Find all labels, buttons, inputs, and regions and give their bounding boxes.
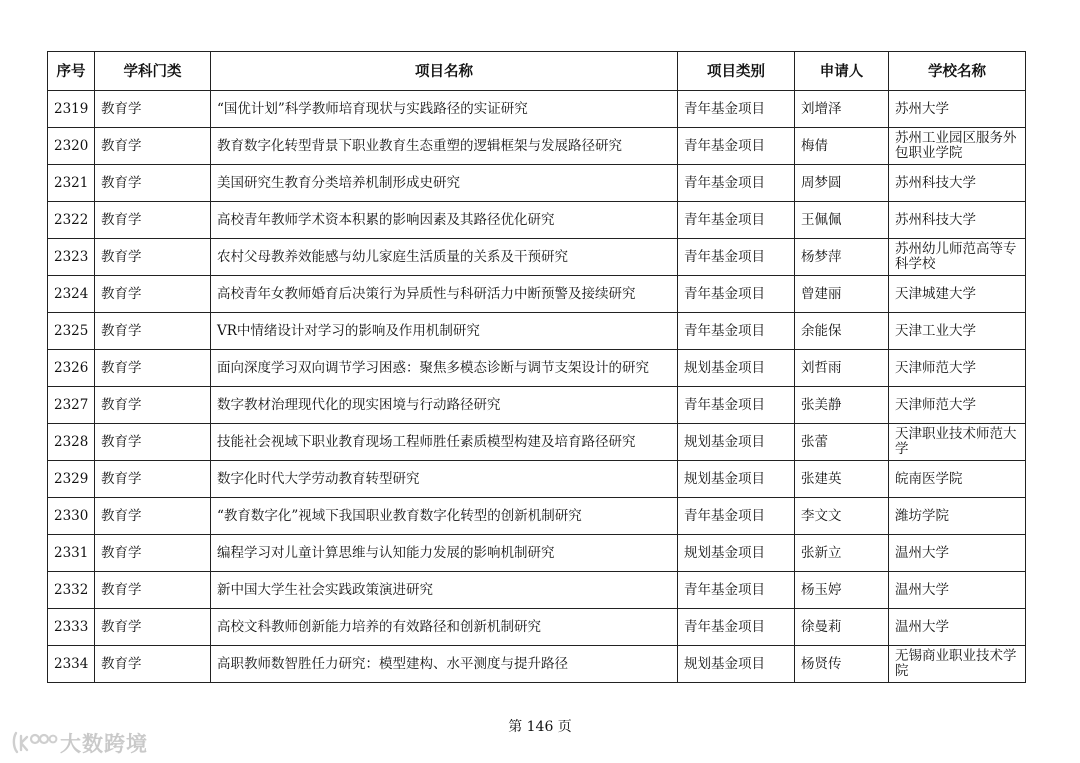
- header-project-name: 项目名称: [211, 52, 678, 91]
- cell-applicant: 刘增泽: [795, 91, 889, 128]
- cell-applicant: 王佩佩: [795, 202, 889, 239]
- project-table: [47, 51, 1026, 683]
- cell-project-type: 青年基金项目: [678, 202, 795, 239]
- cell-discipline: 教育学: [95, 535, 211, 572]
- cell-seq: 2328: [48, 424, 95, 461]
- cell-project-type: 青年基金项目: [678, 239, 795, 276]
- cell-project-name: 教育数字化转型背景下职业教育生态重塑的逻辑框架与发展路径研究: [211, 128, 678, 165]
- table-row: [48, 609, 1026, 646]
- header-seq: 序号: [48, 52, 95, 91]
- cell-discipline: 教育学: [95, 128, 211, 165]
- cell-applicant: 余能保: [795, 313, 889, 350]
- cell-project-name: VR中情绪设计对学习的影响及作用机制研究: [211, 313, 678, 350]
- cell-school: 无锡商业职业技术学院: [889, 646, 1026, 683]
- cell-school: 温州大学: [889, 609, 1026, 646]
- table-row: [48, 239, 1026, 276]
- cell-applicant: 杨贤传: [795, 646, 889, 683]
- cell-discipline: 教育学: [95, 239, 211, 276]
- cell-project-type: 青年基金项目: [678, 128, 795, 165]
- cell-discipline: 教育学: [95, 498, 211, 535]
- cell-project-name: 农村父母教养效能感与幼儿家庭生活质量的关系及干预研究: [211, 239, 678, 276]
- table-row: [48, 461, 1026, 498]
- cell-project-type: 规划基金项目: [678, 646, 795, 683]
- cell-school: 天津职业技术师范大学: [889, 424, 1026, 461]
- cell-applicant: 杨梦萍: [795, 239, 889, 276]
- cell-school: 温州大学: [889, 535, 1026, 572]
- cell-discipline: 教育学: [95, 165, 211, 202]
- cell-seq: 2325: [48, 313, 95, 350]
- table-row: [48, 498, 1026, 535]
- page-number: 第 146 页: [508, 719, 572, 735]
- cell-project-type: 规划基金项目: [678, 424, 795, 461]
- cell-seq: 2323: [48, 239, 95, 276]
- cell-applicant: 刘哲雨: [795, 350, 889, 387]
- cell-school: 苏州科技大学: [889, 202, 1026, 239]
- cell-school: 天津城建大学: [889, 276, 1026, 313]
- table-row: [48, 350, 1026, 387]
- cell-project-name: 编程学习对儿童计算思维与认知能力发展的影响机制研究: [211, 535, 678, 572]
- cell-discipline: 教育学: [95, 313, 211, 350]
- header-applicant: 申请人: [795, 52, 889, 91]
- cell-project-name: 技能社会视域下职业教育现场工程师胜任素质模型构建及培育路径研究: [211, 424, 678, 461]
- cell-project-type: 青年基金项目: [678, 276, 795, 313]
- cell-project-name: “国优计划”科学教师培育现状与实践路径的实证研究: [211, 91, 678, 128]
- cell-discipline: 教育学: [95, 609, 211, 646]
- cell-applicant: 李文文: [795, 498, 889, 535]
- cell-project-name: 高职教师数智胜任力研究：模型建构、水平测度与提升路径: [211, 646, 678, 683]
- cell-school: 苏州工业园区服务外包职业学院: [889, 128, 1026, 165]
- cell-project-type: 青年基金项目: [678, 313, 795, 350]
- table-body: [48, 91, 1026, 683]
- cell-project-type: 青年基金项目: [678, 91, 795, 128]
- cell-discipline: 教育学: [95, 202, 211, 239]
- cell-project-name: 高校青年女教师婚育后决策行为异质性与科研活力中断预警及接续研究: [211, 276, 678, 313]
- table-row: [48, 313, 1026, 350]
- cell-seq: 2333: [48, 609, 95, 646]
- cell-seq: 2324: [48, 276, 95, 313]
- cell-project-type: 青年基金项目: [678, 387, 795, 424]
- cell-applicant: 徐曼莉: [795, 609, 889, 646]
- header-school: 学校名称: [889, 52, 1026, 91]
- table-row: [48, 128, 1026, 165]
- table-row: [48, 646, 1026, 683]
- cell-school: 天津师范大学: [889, 350, 1026, 387]
- cell-seq: 2321: [48, 165, 95, 202]
- cell-discipline: 教育学: [95, 350, 211, 387]
- cell-project-name: 面向深度学习双向调节学习困惑：聚焦多模态诊断与调节支架设计的研究: [211, 350, 678, 387]
- cell-applicant: 梅倩: [795, 128, 889, 165]
- cell-project-name: 高校文科教师创新能力培养的有效路径和创新机制研究: [211, 609, 678, 646]
- cell-discipline: 教育学: [95, 91, 211, 128]
- cell-seq: 2329: [48, 461, 95, 498]
- cell-school: 天津工业大学: [889, 313, 1026, 350]
- cell-school: 天津师范大学: [889, 387, 1026, 424]
- cell-school: 皖南医学院: [889, 461, 1026, 498]
- cell-project-name: 新中国大学生社会实践政策演进研究: [211, 572, 678, 609]
- cell-seq: 2332: [48, 572, 95, 609]
- cell-project-type: 青年基金项目: [678, 165, 795, 202]
- cell-school: 潍坊学院: [889, 498, 1026, 535]
- cell-seq: 2327: [48, 387, 95, 424]
- watermark: [10, 728, 148, 758]
- cell-discipline: 教育学: [95, 461, 211, 498]
- cell-seq: 2331: [48, 535, 95, 572]
- table-row: [48, 572, 1026, 609]
- cell-project-name: 高校青年教师学术资本积累的影响因素及其路径优化研究: [211, 202, 678, 239]
- cell-school: 苏州科技大学: [889, 165, 1026, 202]
- cell-school: 苏州幼儿师范高等专科学校: [889, 239, 1026, 276]
- cell-applicant: 张新立: [795, 535, 889, 572]
- cell-project-name: 数字化时代大学劳动教育转型研究: [211, 461, 678, 498]
- cell-school: 温州大学: [889, 572, 1026, 609]
- cell-project-name: “教育数字化”视域下我国职业教育数字化转型的创新机制研究: [211, 498, 678, 535]
- header-discipline: 学科门类: [95, 52, 211, 91]
- cell-project-type: 青年基金项目: [678, 572, 795, 609]
- cell-applicant: 曾建丽: [795, 276, 889, 313]
- cell-seq: 2326: [48, 350, 95, 387]
- table-row: [48, 91, 1026, 128]
- table-row: [48, 424, 1026, 461]
- cell-discipline: 教育学: [95, 646, 211, 683]
- cell-project-type: 规划基金项目: [678, 350, 795, 387]
- table-row: [48, 387, 1026, 424]
- cell-project-name: 数字教材治理现代化的现实困境与行动路径研究: [211, 387, 678, 424]
- cell-applicant: 张建英: [795, 461, 889, 498]
- cell-seq: 2322: [48, 202, 95, 239]
- cell-seq: 2319: [48, 91, 95, 128]
- cell-seq: 2330: [48, 498, 95, 535]
- cell-applicant: 周梦圆: [795, 165, 889, 202]
- table-row: [48, 535, 1026, 572]
- table-row: [48, 202, 1026, 239]
- cell-applicant: 杨玉婷: [795, 572, 889, 609]
- header-project-type: 项目类别: [678, 52, 795, 91]
- watermark-text: 大数跨境: [60, 732, 148, 756]
- cell-applicant: 张蕾: [795, 424, 889, 461]
- cell-discipline: 教育学: [95, 387, 211, 424]
- table-row: [48, 165, 1026, 202]
- cell-discipline: 教育学: [95, 276, 211, 313]
- brand-logo-icon: [10, 729, 58, 757]
- cell-discipline: 教育学: [95, 424, 211, 461]
- cell-project-name: 美国研究生教育分类培养机制形成史研究: [211, 165, 678, 202]
- cell-project-type: 青年基金项目: [678, 498, 795, 535]
- cell-discipline: 教育学: [95, 572, 211, 609]
- cell-project-type: 规划基金项目: [678, 461, 795, 498]
- cell-project-type: 青年基金项目: [678, 609, 795, 646]
- cell-school: 苏州大学: [889, 91, 1026, 128]
- cell-seq: 2320: [48, 128, 95, 165]
- table-row: [48, 276, 1026, 313]
- cell-project-type: 规划基金项目: [678, 535, 795, 572]
- table-header-row: [48, 52, 1026, 91]
- cell-seq: 2334: [48, 646, 95, 683]
- cell-applicant: 张美静: [795, 387, 889, 424]
